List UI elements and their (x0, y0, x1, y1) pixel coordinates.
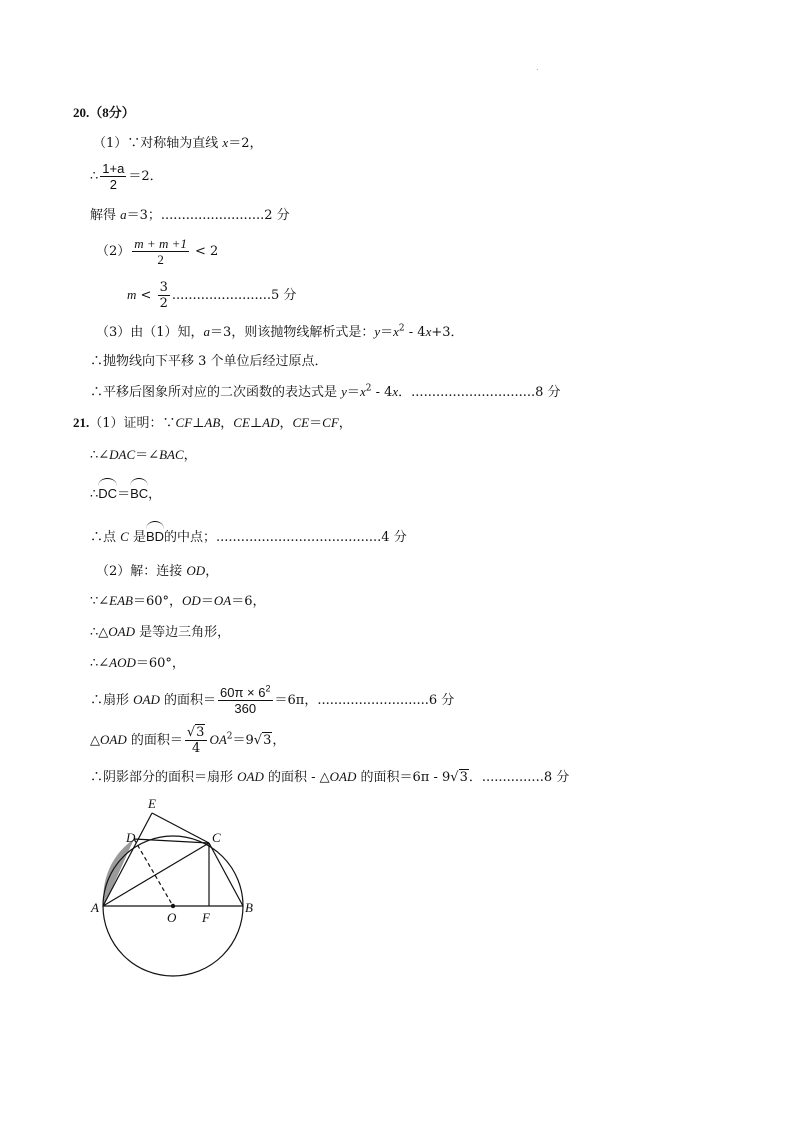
q20-line1: （1）∵对称轴为直线 x＝2， (93, 135, 263, 151)
q21-line3: ∴DC＝BC， (90, 482, 161, 505)
label-f: F (202, 910, 210, 925)
segment-od-dashed (134, 839, 173, 906)
label-o: O (167, 910, 177, 925)
q21-line2: ∴∠DAC＝∠BAC， (90, 447, 197, 463)
q20-line5: m < $\frac{3}{2}$ ........................5 分 (127, 280, 297, 311)
geometry-figure (85, 793, 270, 978)
q20-line4: （2） $\frac{m + m +1}{2}$ < 2 (96, 236, 219, 267)
q20-line7: ∴抛物线向下平移 3 个单位后经过原点． (90, 354, 328, 369)
q21-line11: ∴阴影部分的面积＝扇形 OAD 的面积 - △OAD 的面积＝6π - 9√3．...............8 分 (90, 769, 570, 785)
q20-title: 20.（8分） (73, 105, 135, 120)
q21-line10: △OAD 的面积＝ $\frac{√3}{4}$ $OA^2=9√3$， (90, 725, 286, 756)
q20-line3: 解得 a＝3；.........................2 分 (90, 207, 290, 223)
label-c: C (212, 830, 221, 845)
label-e: E (148, 796, 156, 811)
segment-ec (152, 813, 209, 843)
segment-cb (209, 843, 243, 906)
q20-line6: （3）由（1）知，a＝3，则该抛物线解析式是：$y=x^2 - 4x+3$． (96, 323, 464, 340)
q21-line8: ∴∠AOD＝60°， (90, 655, 185, 671)
q21-line4: ∴点 C 是BD的中点；........................................4 分 (90, 525, 407, 548)
q21-line7: ∴△OAD 是等边三角形， (90, 624, 231, 640)
label-a: A (91, 900, 99, 915)
q21-line5: （2）解：连接 OD， (96, 563, 219, 579)
q21-line6: ∵∠EAB＝60°，OD＝OA＝6， (90, 593, 266, 609)
q20-line8: ∴平移后图象所对应的二次函数的表达式是 $y=x^2 - 4x$．..............................8 分 (90, 383, 561, 400)
center-point-o (171, 904, 175, 908)
q21-line9: ∴扇形 OAD 的面积＝ $\frac{60\pi \times 6^2}{360}$ ＝6π，...........................6 分 (90, 683, 455, 716)
header-dot: . (536, 63, 539, 72)
q20-line2: ∴ $\frac{1+a}{2}$ ＝2． (90, 161, 163, 192)
label-b: B (245, 900, 253, 915)
segment-ac (103, 843, 209, 906)
label-d: D (126, 830, 136, 845)
q21-line1: 21.（1）证明：∵CF⊥AB，CE⊥AD，CE＝CF， (73, 415, 352, 431)
